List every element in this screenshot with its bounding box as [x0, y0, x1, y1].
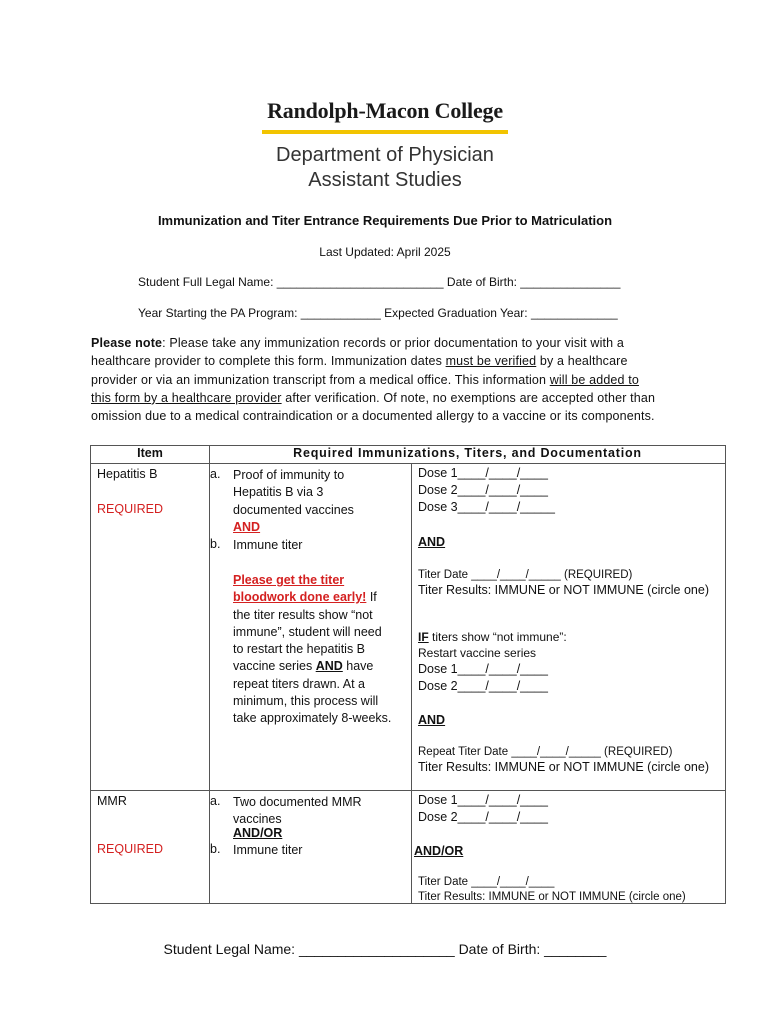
mmr-dose-2: Dose 2____/____/____	[418, 810, 548, 824]
header-requirements: Required Immunizations, Titers, and Documentation	[210, 446, 726, 464]
mmr-option-b: Immune titer	[233, 843, 303, 857]
hep-dose-1: Dose 1____/____/____	[418, 466, 548, 480]
note-label: Please note	[91, 336, 163, 350]
mmr-requirements-cell	[210, 791, 412, 904]
mmr-required-label: REQUIRED	[97, 842, 163, 856]
hep-option-b: Immune titer	[233, 538, 303, 552]
mmr-item-name: MMR	[97, 794, 127, 808]
hep-required-label: REQUIRED	[97, 502, 163, 516]
department-line-2: Assistant Studies	[308, 169, 462, 191]
hep-and-label: AND	[233, 520, 261, 534]
logo-gold-rule	[262, 130, 508, 134]
hep-and-col: AND	[418, 535, 446, 549]
hep-item-name: Hepatitis B	[97, 467, 158, 481]
hep-repeat-titer-date: Repeat Titer Date ____/____/_____ (REQUIRED)	[418, 746, 673, 758]
hep-titer-results: Titer Results: IMMUNE or NOT IMMUNE (circle one)	[418, 583, 710, 597]
mmr-andor-label: AND/OR	[233, 826, 283, 840]
hep-restart-dose-2: Dose 2____/____/____	[418, 679, 548, 693]
hep-documentation-cell	[412, 464, 726, 791]
hep-dose-2: Dose 2____/____/____	[418, 483, 548, 497]
mmr-marker-b: b.	[210, 842, 221, 856]
please-note-paragraph: Please note: Please take any immunization records or prior documentation to your visit with a healthcare provider to complete this form. Immunization dates must be verified by a healthcare provider or via an immunization transcript from a medical office. This information will be added to this form by a healthcare provider after verification. Of note, no exemptions are accepted other than omission due to a medical contraindication or a documented allergy to a vaccine or its components.	[91, 336, 656, 424]
mmr-dose-1: Dose 1____/____/____	[418, 793, 548, 807]
hep-option-a: Proof of immunity to Hepatitis B via 3 documented vaccines	[233, 468, 354, 517]
mmr-item-cell	[91, 791, 210, 904]
footer-name-dob-line: Student Legal Name: ____________________ Date of Birth: ________	[163, 941, 607, 957]
last-updated: Last Updated: April 2025	[319, 245, 451, 259]
mmr-option-a: Two documented MMR vaccines	[233, 795, 362, 827]
hep-marker-a: a.	[210, 467, 221, 481]
college-name: Randolph-Macon College	[267, 98, 503, 123]
hep-if-not-immune: IF titers show “not immune”:	[418, 630, 567, 644]
hep-dose-3: Dose 3____/____/_____	[418, 500, 555, 514]
requirements-table	[90, 445, 726, 904]
hep-titer-warning: Please get the titer bloodwork done early! If the titer results show “not immune”, student will need to restart the hepatitis B vaccine series AND have repeat titers drawn. At a minimum, this process will take approximately 8-weeks.	[233, 573, 392, 726]
table-header-row	[91, 446, 726, 464]
hep-marker-b: b.	[210, 537, 221, 551]
student-name-dob-line: Student Full Legal Name: _________________________ Date of Birth: _______________	[138, 275, 621, 289]
document-title: Immunization and Titer Entrance Requirements Due Prior to Matriculation	[157, 213, 613, 228]
hep-item-cell	[91, 464, 210, 791]
mmr-andor-col: AND/OR	[414, 844, 464, 858]
mmr-titer-results: Titer Results: IMMUNE or NOT IMMUNE (circle one)	[418, 891, 686, 903]
table-row-hepatitis-b	[91, 464, 726, 791]
hep-repeat-titer-results: Titer Results: IMMUNE or NOT IMMUNE (circle one)	[418, 760, 710, 774]
department-name	[0, 143, 770, 193]
mmr-titer-date: Titer Date ____/____/____	[418, 876, 555, 888]
hep-restart-dose-1: Dose 1____/____/____	[418, 662, 548, 676]
hep-requirements-cell	[210, 464, 412, 791]
mmr-marker-a: a.	[210, 794, 221, 808]
header-item: Item	[91, 446, 210, 464]
table-row-mmr	[91, 791, 726, 904]
mmr-documentation-cell	[412, 791, 726, 904]
program-year-line: Year Starting the PA Program: ____________ Expected Graduation Year: _____________	[138, 306, 618, 320]
hep-titer-date: Titer Date ____/____/_____ (REQUIRED)	[418, 569, 633, 581]
hep-and-col-2: AND	[418, 713, 446, 727]
department-line-1: Department of Physician	[276, 144, 494, 166]
hep-restart-series: Restart vaccine series	[418, 646, 537, 660]
